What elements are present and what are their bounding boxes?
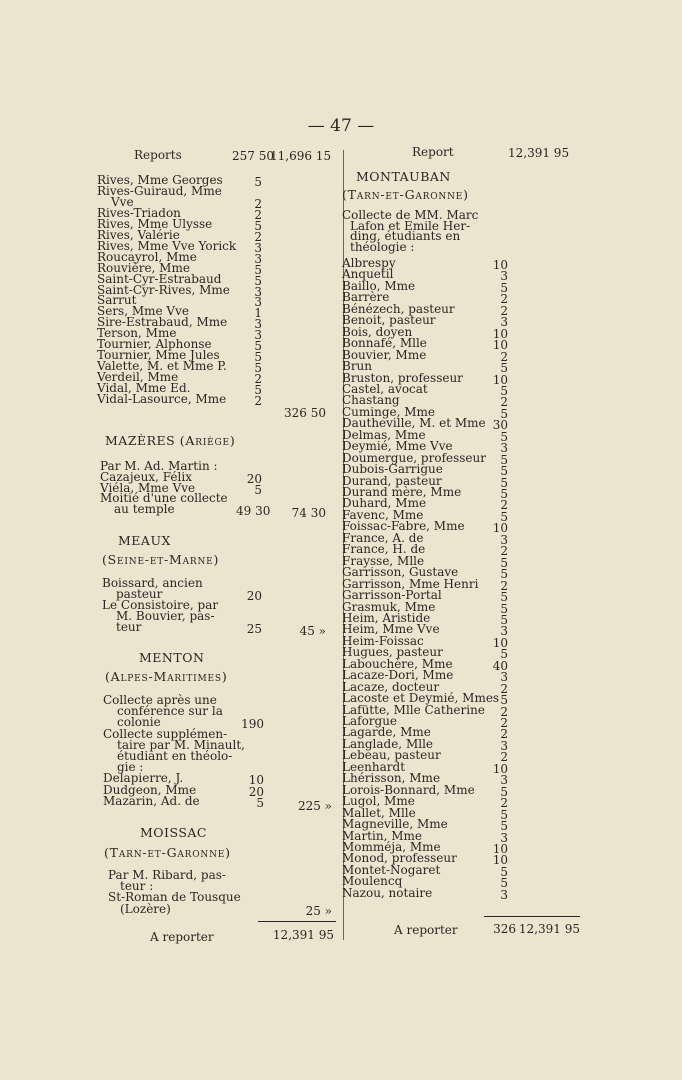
entry-name: Boissard, ancien xyxy=(102,576,203,590)
entry-name: Brun xyxy=(342,359,373,374)
entry-amount: 10 xyxy=(492,258,508,272)
entry-name: Le Consistoire, par xyxy=(102,597,219,612)
entry-name: Rives, Mme Vve Yorick xyxy=(97,238,237,253)
entry-name: Castel, avocat xyxy=(342,381,428,396)
entry-amount: 3 xyxy=(254,240,262,255)
entry-name: Vve xyxy=(111,194,134,209)
entry-name: Lebeau, pasteur xyxy=(342,748,441,763)
entry-name: Durand mère, Mme xyxy=(342,485,462,499)
entry-name: théologie : xyxy=(350,239,415,254)
entry-name: Lagarde, Mme xyxy=(342,725,431,740)
entry-amount: 5 xyxy=(254,175,262,189)
entry-name: Cazajeux, Félix xyxy=(100,469,192,484)
entry-name: Lhérisson, Mme xyxy=(342,771,441,786)
entry-amount: 2 xyxy=(500,704,508,719)
entry-name: Benoit, pasteur xyxy=(342,313,436,328)
mazeres-title: MAZÈRES xyxy=(105,433,176,448)
entry-amount: 5 xyxy=(254,218,262,233)
moissac-title: MOISSAC xyxy=(140,825,207,840)
entry-name: M. Bouvier, pas- xyxy=(116,608,215,623)
montauban-region: (Tarn-et-Garonne) xyxy=(342,187,469,202)
entry-name: Vidal-Lasource, Mme xyxy=(97,392,227,406)
entry-amount: 5 xyxy=(500,647,508,662)
entry-amount: 5 xyxy=(500,693,508,708)
entry-amount: 2 xyxy=(500,796,508,811)
entry-amount: 5 xyxy=(254,383,262,398)
entry-amount: 3 xyxy=(254,284,262,299)
entry-name: Dudgeon, Mme xyxy=(103,782,197,797)
right-total-rule xyxy=(484,916,580,917)
entry-name: Lacaze-Dori, Mme xyxy=(342,668,454,683)
right-reporter-label: A reporter xyxy=(394,923,458,937)
entry-amount: 25 xyxy=(246,621,262,636)
left-report-amount-2: 11,696 15 xyxy=(270,149,332,163)
entry-name: Saint-Cyr-Rives, Mme xyxy=(97,282,230,297)
mazeres-total: 74 30 xyxy=(291,506,326,520)
entry-name: Heim, Mme Vve xyxy=(342,622,440,637)
entry-amount: 2 xyxy=(500,727,508,742)
entry-name: Durand, pasteur xyxy=(342,473,442,488)
entry-name: Moulencq xyxy=(342,874,403,889)
entry-amount: 5 xyxy=(500,361,508,376)
entry-name: Anquetil xyxy=(342,267,394,282)
entry-name: Terson, Mme xyxy=(97,326,177,341)
entry-name: Par M. Ad. Martin : xyxy=(100,459,218,473)
entry-amount: 5 xyxy=(500,383,508,398)
entry-amount: 3 xyxy=(500,532,508,547)
moissac-region: (Tarn-et-Garonne) xyxy=(104,845,231,860)
entry-amount: 3 xyxy=(500,441,508,456)
entry-amount: 2 xyxy=(254,207,262,222)
entry-name: Garrisson-Portal xyxy=(342,588,442,603)
entry-amount: 5 xyxy=(500,612,508,627)
left-total-rule xyxy=(258,921,336,922)
entry-amount: 5 xyxy=(500,601,508,616)
meaux-title: MEAUX xyxy=(118,533,171,548)
entry-amount: 3 xyxy=(500,887,508,902)
entry-amount: 10 xyxy=(492,635,508,650)
montauban-title: MONTAUBAN xyxy=(356,169,451,184)
entry-name: Rives, Valérie xyxy=(97,227,180,242)
entry-amount: 2 xyxy=(500,544,508,559)
entry-name: Mallet, Mlle xyxy=(342,805,416,820)
entry-amount: 5 xyxy=(254,262,262,277)
entry-name: Garrisson, Gustave xyxy=(342,565,459,580)
entry-name: Magneville, Mme xyxy=(342,817,448,832)
entry-name: Garrisson, Mme Henri xyxy=(342,576,479,591)
entry-name: Heim, Aristide xyxy=(342,610,431,625)
entry-amount: 2 xyxy=(500,395,508,410)
entry-name: Duhard, Mme xyxy=(342,496,427,511)
entry-name: conférence sur la xyxy=(117,704,223,719)
entry-amount: 5 xyxy=(500,487,508,501)
entry-amount: 5 xyxy=(500,475,508,490)
left-reporter-label: A reporter xyxy=(150,930,214,944)
entry-amount: 5 xyxy=(500,807,508,822)
entry-name: Nazou, notaire xyxy=(342,885,433,900)
entry-amount: 5 xyxy=(500,452,508,467)
entry-amount: 10 xyxy=(492,372,508,387)
entry-name: Roucayrol, Mme xyxy=(97,249,197,264)
entry-name: Deymié, Mme Vve xyxy=(342,439,453,454)
entry-amount: 5 xyxy=(500,864,508,879)
entry-amount: 49 30 xyxy=(236,504,271,519)
entry-name: Momméja, Mme xyxy=(342,839,441,854)
entry-name: Bonnafé, Mlle xyxy=(342,336,427,351)
page-number: — 47 — xyxy=(307,116,375,136)
left-report-amount-1: 257 50 xyxy=(232,149,274,163)
entry-name: Collecte supplémen- xyxy=(103,726,228,741)
entry-name: Lafütte, Mlle Catherine xyxy=(342,702,485,717)
entry-name: Lorois-Bonnard, Mme xyxy=(342,782,475,797)
entry-amount: 30 xyxy=(492,418,508,433)
rives-total: 326 50 xyxy=(284,406,326,420)
entry-name: Albrespy xyxy=(342,256,396,270)
entry-amount: 5 xyxy=(500,429,508,444)
entry-name: Bouvier, Mme xyxy=(342,347,427,362)
mazeres-region: (Ariège) xyxy=(179,433,236,448)
entry-amount: 1 xyxy=(254,306,262,321)
entry-name: Martin, Mme xyxy=(342,828,422,843)
entry-name: Verdeil, Mme xyxy=(97,370,179,385)
entry-name: France, H. de xyxy=(342,542,426,557)
entry-amount: 2 xyxy=(500,292,508,307)
entry-amount: 2 xyxy=(254,372,262,387)
entry-name: Baillo, Mme xyxy=(342,278,416,293)
entry-name: Lafon et Emile Her- xyxy=(350,218,471,233)
entry-name: Bruston, professeur xyxy=(342,370,463,385)
entry-name: Viéla, Mme Vve xyxy=(100,480,196,495)
entry-name: Sarrut xyxy=(97,293,137,308)
entry-name: Doumergue, professeur xyxy=(342,450,486,465)
entry-amount: 2 xyxy=(254,394,262,408)
entry-amount: 5 xyxy=(500,555,508,570)
entry-amount: 5 xyxy=(500,509,508,524)
entry-name: Moitié d'une collecte xyxy=(100,491,228,506)
entry-name: au temple xyxy=(114,502,175,517)
entry-amount: 5 xyxy=(254,482,262,497)
entry-name: Cuminge, Mme xyxy=(342,404,436,419)
entry-name: Heim-Foissac xyxy=(342,633,424,648)
entry-name: Rives, Mme Ulysse xyxy=(97,216,213,231)
entry-name: Sire-Estrabaud, Mme xyxy=(97,315,228,330)
entry-amount: 10 xyxy=(492,326,508,341)
entry-name: Labouchère, Mme xyxy=(342,656,453,671)
entry-name: Rives, Mme Georges xyxy=(97,173,223,187)
entry-name: étudiant en théolo- xyxy=(117,749,233,763)
entry-amount: 5 xyxy=(254,273,262,288)
entry-amount: 20 xyxy=(246,471,262,486)
entry-name: pasteur xyxy=(116,586,163,601)
entry-amount: 2 xyxy=(500,750,508,765)
meaux-total: 45 » xyxy=(299,624,326,638)
entry-name: Par M. Ribard, pas- xyxy=(108,868,226,882)
entry-name: Dubois-Garrigue xyxy=(342,462,443,477)
entry-amount: 10 xyxy=(492,521,508,536)
entry-amount: 40 xyxy=(492,658,508,673)
entry-amount: 190 xyxy=(241,717,264,732)
meaux-region: (Seine-et-Marne) xyxy=(102,552,220,567)
entry-amount: 3 xyxy=(254,328,262,343)
moissac-total: 25 » xyxy=(305,904,332,918)
entry-name: Tournier, Alphonse xyxy=(97,337,212,352)
menton-total: 225 » xyxy=(297,799,332,813)
entry-name: taire par M. Minault, xyxy=(117,737,245,752)
entry-name: Rives-Triadon xyxy=(97,205,181,220)
entry-name: Laforgue xyxy=(342,714,398,728)
entry-amount: 2 xyxy=(500,578,508,593)
entry-amount: 3 xyxy=(500,738,508,753)
right-report-amount: 12,391 95 xyxy=(508,146,570,160)
entry-name: Valette, M. et Mme P. xyxy=(97,359,227,374)
entry-name: Lacaze, docteur xyxy=(342,679,440,694)
entry-amount: 10 xyxy=(492,338,508,353)
entry-name: ding, étudiants en xyxy=(350,229,461,244)
entry-name: Rouvière, Mme xyxy=(97,260,190,275)
entry-amount: 2 xyxy=(500,303,508,318)
entry-amount: 3 xyxy=(500,830,508,845)
entry-amount: 5 xyxy=(500,876,508,891)
entry-amount: 3 xyxy=(254,251,262,266)
mazeres-heading xyxy=(105,433,236,448)
right-reporter-amount-2: 12,391 95 xyxy=(518,922,580,936)
entry-name: Lugol, Mme xyxy=(342,794,415,809)
entry-name: Lacoste et Deymié, Mmes xyxy=(342,691,500,706)
menton-title: MENTON xyxy=(139,650,205,665)
entry-name: gie : xyxy=(117,760,144,775)
entry-name: Langlade, Mlle xyxy=(342,736,434,751)
entry-amount: 3 xyxy=(500,670,508,685)
entry-name: Monod, professeur xyxy=(342,851,457,866)
entry-name: Bois, doyen xyxy=(342,324,413,339)
entry-amount: 2 xyxy=(500,681,508,696)
entry-amount: 5 xyxy=(500,567,508,582)
entry-amount: 10 xyxy=(248,773,264,788)
entry-name: Mazarin, Ad. de xyxy=(103,793,200,808)
entry-name: Saint-Cyr-Estrabaud xyxy=(97,271,222,286)
entry-name: Montet-Nogaret xyxy=(342,862,441,877)
left-reporter-amount: 12,391 95 xyxy=(272,928,334,942)
entry-name: Foissac-Fabre, Mme xyxy=(342,519,465,534)
entry-name: France, A. de xyxy=(342,530,424,545)
menton-region: (Alpes-Maritimes) xyxy=(105,669,228,684)
entry-amount: 3 xyxy=(500,624,508,639)
entry-name: Delapierre, J. xyxy=(103,771,184,786)
entry-name: Fraysse, Mlle xyxy=(342,553,425,568)
entry-amount: 5 xyxy=(500,784,508,799)
entry-amount: 2 xyxy=(254,229,262,244)
entry-amount: 20 xyxy=(246,588,262,603)
entry-amount: 5 xyxy=(500,819,508,834)
entry-amount: 10 xyxy=(492,853,508,868)
entry-name: Dautheville, M. et Mme xyxy=(342,416,486,431)
entry-name: colonie xyxy=(117,715,161,730)
entry-amount: 3 xyxy=(254,295,262,310)
entry-amount: 20 xyxy=(248,784,264,799)
entry-amount: 5 xyxy=(256,795,264,810)
entry-amount: 5 xyxy=(500,280,508,295)
entry-amount: 3 xyxy=(500,773,508,788)
entry-amount: 3 xyxy=(500,269,508,284)
entry-amount: 5 xyxy=(500,590,508,605)
entry-name: Grasmuk, Mme xyxy=(342,599,436,614)
left-report-label: Reports xyxy=(134,148,182,162)
entry-amount: 10 xyxy=(492,761,508,776)
entry-name: (Lozère) xyxy=(120,901,171,916)
entry-name: Barrère xyxy=(342,290,390,305)
entry-name: Bénézech, pasteur xyxy=(342,301,455,316)
entry-amount: 10 xyxy=(492,841,508,856)
entry-amount: 5 xyxy=(254,350,262,365)
entry-amount: 3 xyxy=(254,317,262,332)
entry-name: Favenc, Mme xyxy=(342,507,424,522)
entry-name: Tournier, Mme Jules xyxy=(97,348,220,363)
entry-name: teur xyxy=(116,619,142,634)
entry-name: Rives-Guiraud, Mme xyxy=(97,183,222,198)
entry-amount: 3 xyxy=(500,315,508,330)
entry-name: Leenhardt xyxy=(342,759,406,774)
entry-name: Vidal, Mme Ed. xyxy=(97,381,191,396)
entry-amount: 2 xyxy=(500,498,508,513)
entry-name: Chastang xyxy=(342,393,400,408)
entry-amount: 5 xyxy=(254,361,262,376)
right-reporter-amount-1: 326 xyxy=(493,922,516,936)
entry-amount: 2 xyxy=(500,349,508,364)
entry-name: teur : xyxy=(120,879,154,894)
entry-amount: 5 xyxy=(500,464,508,479)
entry-name: St-Roman de Tousque xyxy=(108,890,241,905)
entry-name: Collecte après une xyxy=(103,693,217,707)
entry-amount: 5 xyxy=(254,339,262,354)
entry-name: Hugues, pasteur xyxy=(342,645,443,660)
entry-amount: 2 xyxy=(254,196,262,211)
entry-name: Collecte de MM. Marc xyxy=(342,208,479,222)
entry-amount: 2 xyxy=(500,716,508,730)
entry-amount: 5 xyxy=(500,406,508,421)
right-report-label: Report xyxy=(412,145,454,159)
entry-name: Delmas, Mme xyxy=(342,427,426,442)
entry-name: Sers, Mme Vve xyxy=(97,304,189,319)
